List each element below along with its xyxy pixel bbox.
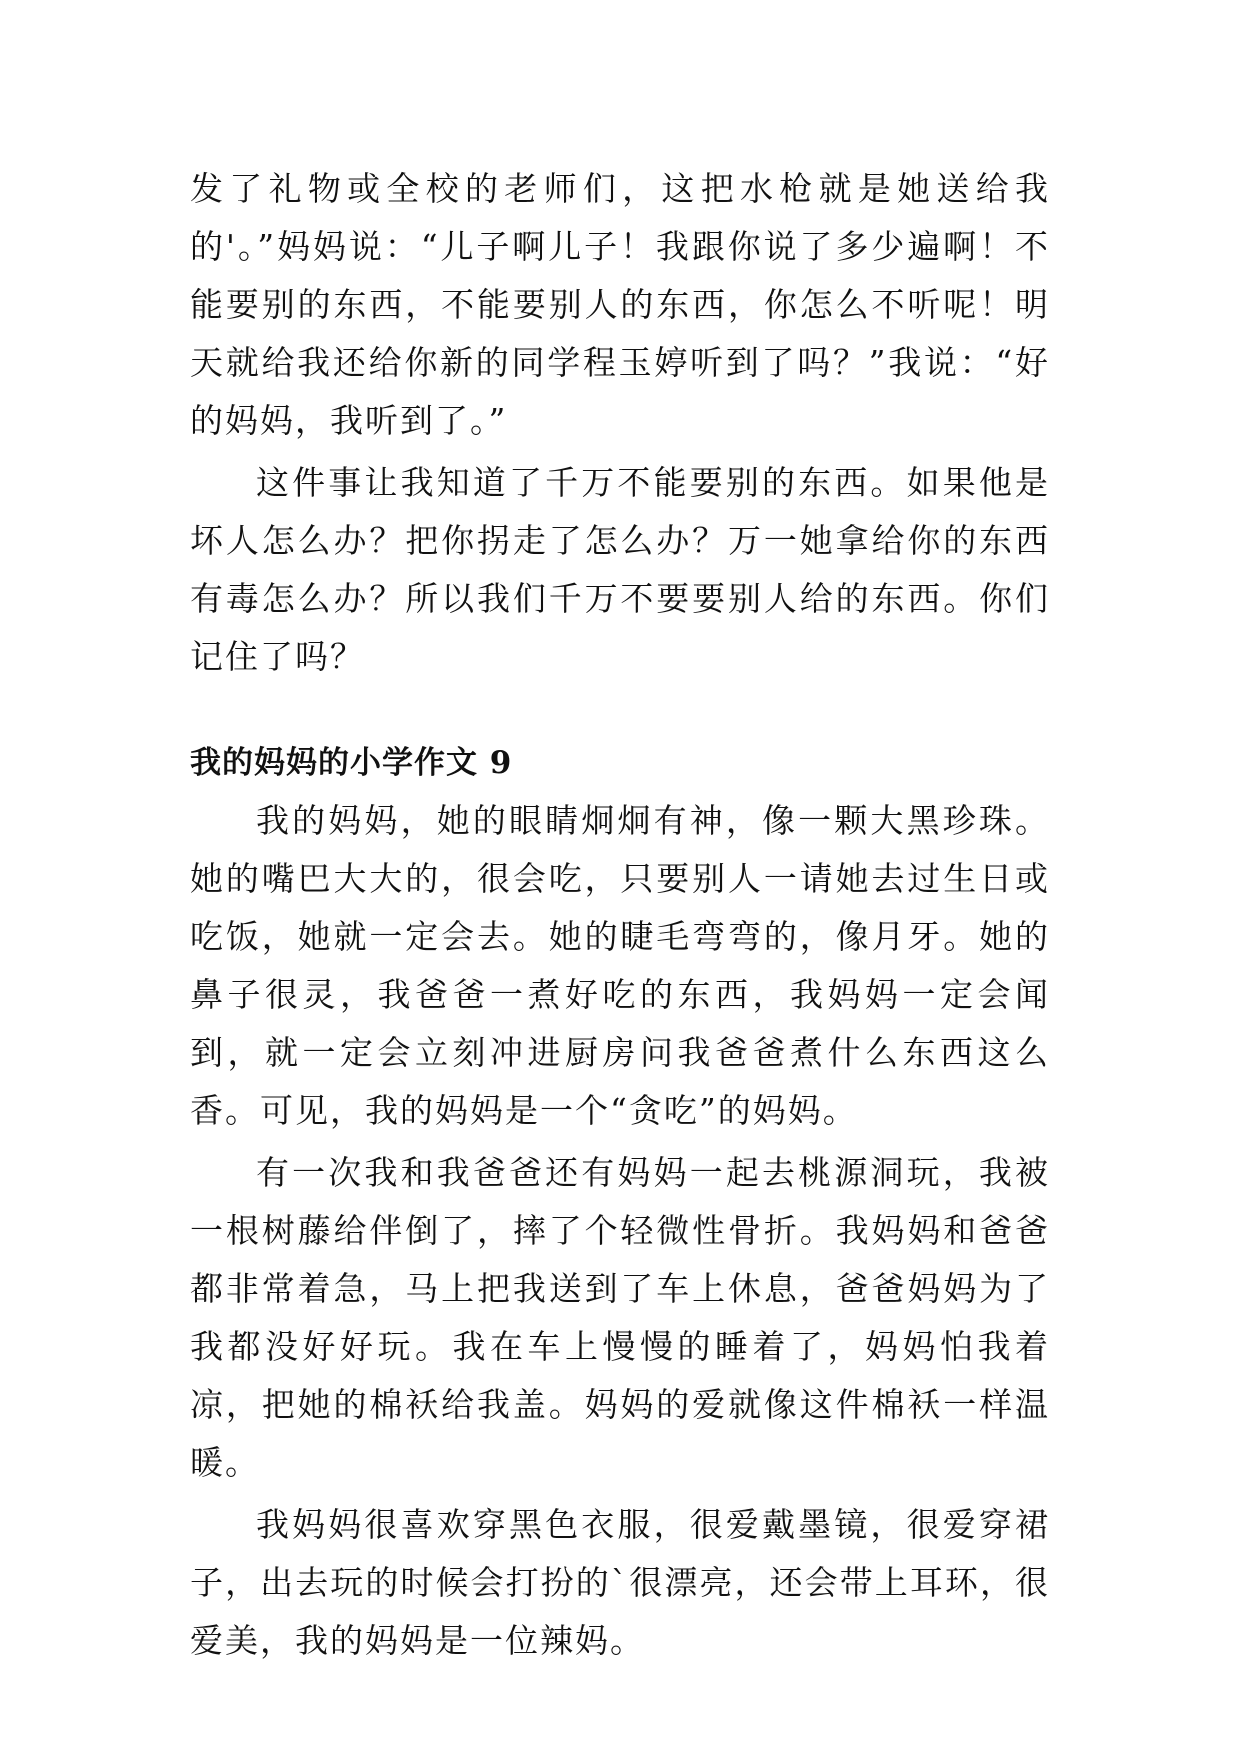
essay-paragraph-1: 我的妈妈，她的眼睛炯炯有神，像一颗大黑珍珠。她的嘴巴大大的，很会吃，只要别人一请她去过生日或吃饭，她就一定会去。她的睫毛弯弯的，像月牙。她的鼻子很灵，我爸爸一煮好吃的东西，我妈妈一定会闻到，就一定会立刻冲进厨房问我爸爸煮什么东西这么香。可见，我的妈妈是一个“贪吃”的妈妈。 bbox=[190, 801, 1050, 1130]
section-title: 我的妈妈的小学作文 9 bbox=[190, 745, 513, 781]
section-spacer bbox=[190, 686, 1050, 734]
essay-paragraph-3: 我妈妈很喜欢穿黑色衣服，很爱戴墨镜，很爱穿裙子，出去玩的时候会打扮的`很漂亮，还会带上耳环，很爱美，我的妈妈是一位辣妈。 bbox=[190, 1505, 1050, 1660]
closing-paragraph: 这件事让我知道了千万不能要别的东西。如果他是坏人怎么办？把你拐走了怎么办？万一她拿给你的东西有毒怎么办？所以我们千万不要要别人给的东西。你们记住了吗？ bbox=[190, 463, 1050, 676]
essay-paragraph-2: 有一次我和我爸爸还有妈妈一起去桃源洞玩，我被一根树藤给伴倒了，摔了个轻微性骨折。我妈妈和爸爸都非常着急，马上把我送到了车上休息，爸爸妈妈为了我都没好好玩。我在车上慢慢的睡着了，妈妈怕我着凉，把她的棉袄给我盖。妈妈的爱就像这件棉袄一样温暖。 bbox=[190, 1153, 1050, 1482]
continuation-paragraph: 发了礼物或全校的老师们，这把水枪就是她送给我的'。”妈妈说：“儿子啊儿子！我跟你说了多少遍啊！不能要别的东西，不能要别人的东西，你怎么不听呢！明天就给我还给你新的同学程玉婷听到了吗？”我说：“好的妈妈，我听到了。” bbox=[190, 169, 1050, 440]
document-body bbox=[190, 160, 1050, 1670]
